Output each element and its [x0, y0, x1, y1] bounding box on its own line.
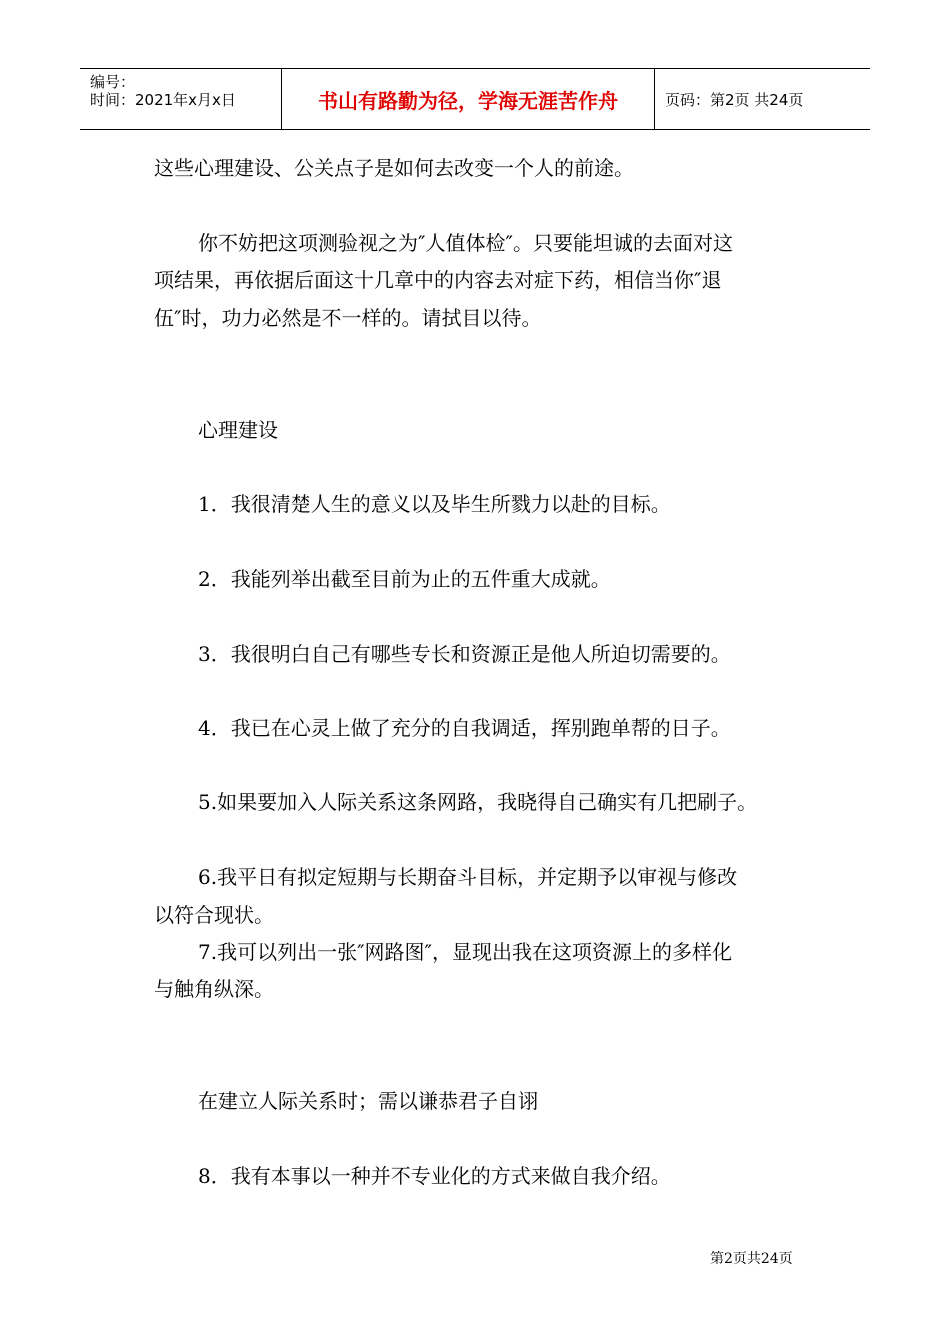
header-meta-cell [80, 69, 282, 129]
list-item: 3．我很明白自己有哪些专长和资源正是他人所迫切需要的。 [198, 642, 731, 666]
body-line: 项结果，再依据后面这十几章中的内容去对症下药，相信当你″退 [154, 268, 722, 292]
page-header [80, 68, 870, 130]
list-item: 6.我平日有拟定短期与长期奋斗目标，并定期予以审视与修改 [198, 865, 738, 889]
header-page-info: 页码：第2页 共24页 [665, 90, 804, 109]
header-number-label: 编号： [90, 73, 136, 91]
list-item: 8．我有本事以一种并不专业化的方式来做自我介绍。 [198, 1164, 671, 1188]
header-motto: 书山有路勤为径，学海无涯苦作舟 [282, 69, 655, 129]
list-item: 5.如果要加入人际关系这条网路，我晓得自己确实有几把刷子。 [198, 790, 758, 814]
list-item: 4．我已在心灵上做了充分的自我调适，挥别跑单帮的日子。 [198, 716, 731, 740]
list-item: 7.我可以列出一张″网路图″，显现出我在这项资源上的多样化 [198, 940, 733, 964]
page-footer: 第2页共24页 [710, 1251, 793, 1267]
body-line: 这些心理建设、公关点子是如何去改变一个人的前途。 [154, 156, 634, 180]
body-line: 伍″时，功力必然是不一样的。请拭目以待。 [154, 306, 542, 330]
list-item-continuation: 以符合现状。 [154, 903, 274, 927]
header-time: 时间：2021年x月x日 [90, 91, 236, 109]
body-line: 你不妨把这项测验视之为″人值体检″。只要能坦诚的去面对这 [198, 231, 733, 255]
list-item-continuation: 与触角纵深。 [154, 977, 274, 1001]
list-item: 2．我能列举出截至目前为止的五件重大成就。 [198, 567, 611, 591]
list-item: 1．我很清楚人生的意义以及毕生所戮力以赴的目标。 [198, 492, 671, 516]
section-heading: 在建立人际关系时；需以谦恭君子自诩 [198, 1089, 538, 1113]
section-heading: 心理建设 [198, 418, 278, 442]
